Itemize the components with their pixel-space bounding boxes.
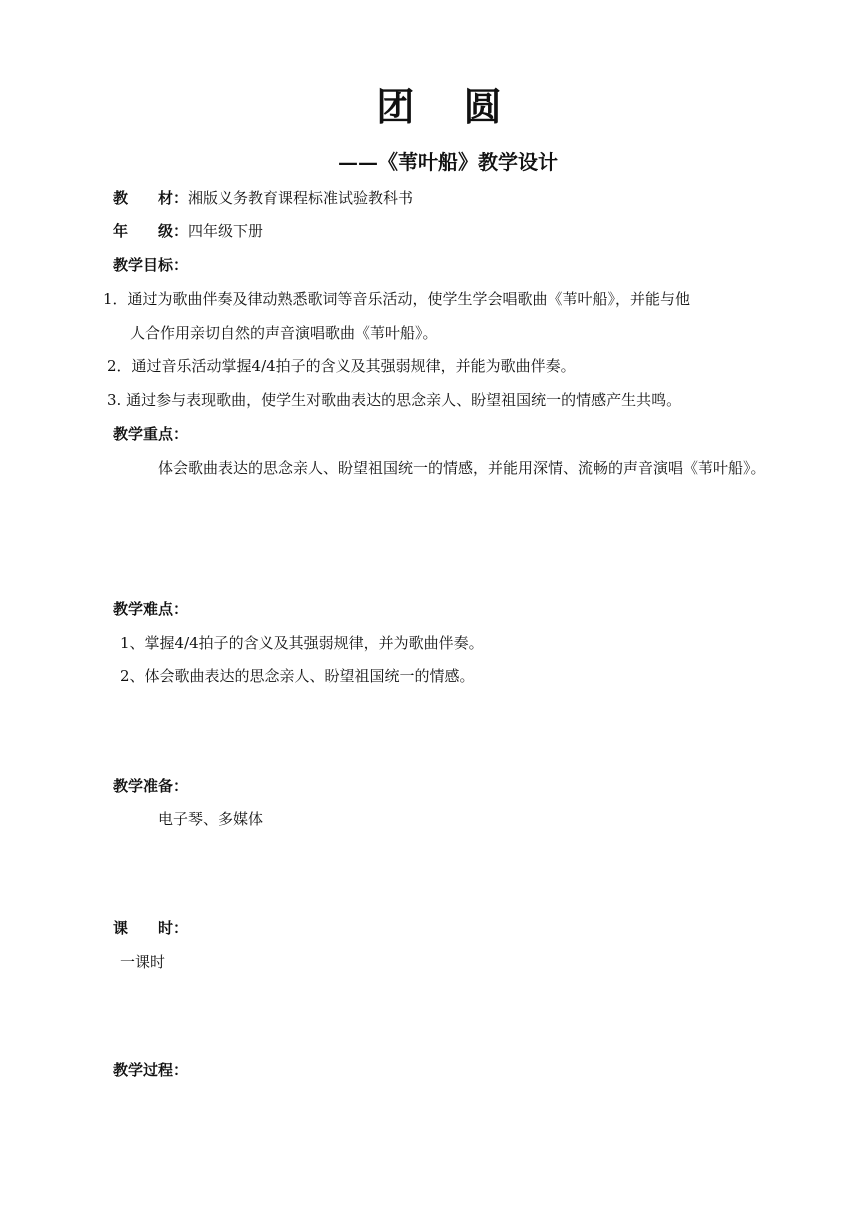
document-subtitle: ——《苇叶船》教学设计	[338, 150, 558, 174]
period-label-2: 时：	[158, 919, 189, 937]
textbook-value: 湘版义务教育课程标准试验教科书	[188, 189, 414, 207]
key-points-text: 体会歌曲表达的思念亲人、盼望祖国统一的情感，并能用深情、流畅的声音演唱《苇叶船》。	[158, 459, 766, 477]
preparation-heading: 教学准备：	[113, 777, 189, 795]
objective-item-1: 1．通过为歌曲伴奏及律动熟悉歌词等音乐活动，使学生学会唱歌曲《苇叶船》，并能与他	[103, 290, 691, 308]
objective-item-2: 2．通过音乐活动掌握4/4拍子的含义及其强弱规律，并能为歌曲伴奏。	[107, 357, 576, 375]
grade-label-2: 级：	[158, 222, 189, 240]
grade-value: 四年级下册	[188, 222, 264, 240]
textbook-label-1: 教	[113, 189, 129, 207]
process-heading: 教学过程：	[113, 1061, 189, 1079]
difficulty-item-1: 1、掌握4/4拍子的含义及其强弱规律，并为歌曲伴奏。	[120, 634, 484, 652]
objective-item-1-cont: 人合作用亲切自然的声音演唱歌曲《苇叶船》。	[130, 324, 438, 342]
difficulty-item-2: 2、体会歌曲表达的思念亲人、盼望祖国统一的情感。	[120, 667, 475, 685]
textbook-label-2: 材：	[158, 189, 189, 207]
grade-line	[113, 221, 263, 241]
document-title: 团 圆	[376, 84, 520, 129]
period-text: 一课时	[120, 953, 166, 971]
preparation-text: 电子琴、多媒体	[158, 810, 264, 828]
period-line	[113, 918, 188, 938]
difficulties-heading: 教学难点：	[113, 600, 189, 618]
key-points-heading: 教学重点：	[113, 425, 189, 443]
objective-item-3: 3. 通过参与表现歌曲，使学生对歌曲表达的思念亲人、盼望祖国统一的情感产生共鸣。	[107, 391, 682, 409]
period-label-1: 课	[113, 919, 129, 937]
textbook-line	[113, 188, 413, 208]
grade-label-1: 年	[113, 222, 129, 240]
objectives-heading: 教学目标：	[113, 256, 189, 274]
